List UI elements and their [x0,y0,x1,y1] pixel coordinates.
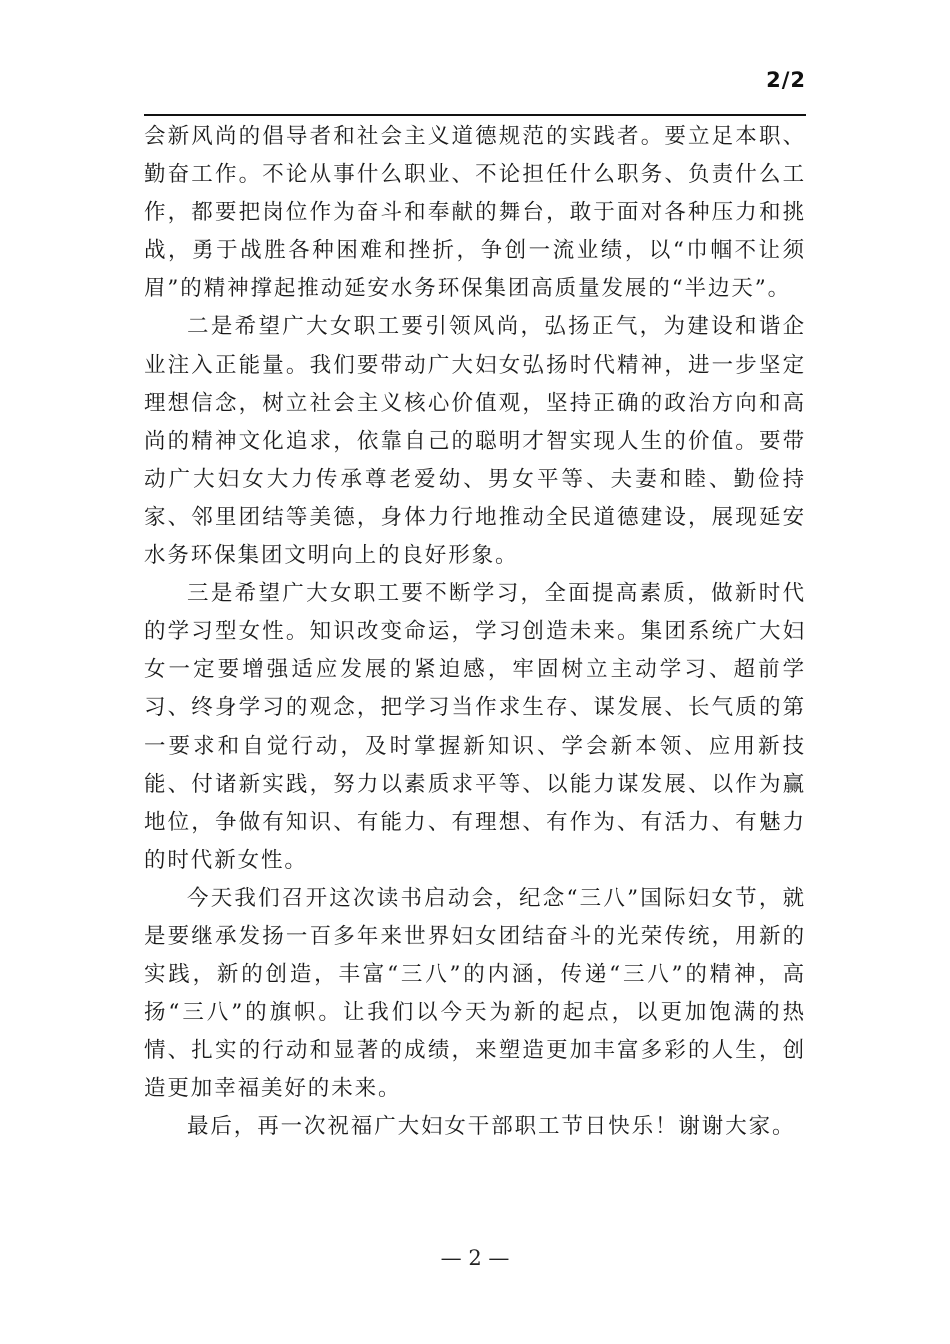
paragraph-third-hope: 三是希望广大女职工要不断学习，全面提高素质，做新时代的学习型女性。知识改变命运，学习创造未来。集团系统广大妇女一定要增强适应发展的紧迫感，牢固树立主动学习、超前学习、终身学习的观念，把学习当作求生存、谋发展、长气质的第一要求和自觉行动，及时掌握新知识、学会新本领、应用新技能、付诸新实践，努力以素质求平等、以能力谋发展、以作为赢地位，争做有知识、有能力、有理想、有作为、有活力、有魅力的时代新女性。 [144,581,806,873]
paragraph-meeting-purpose: 今天我们召开这次读书启动会，纪念“三八”国际妇女节，就是要继承发扬一百多年来世界妇女团结奋斗的光荣传统，用新的实践，新的创造，丰富“三八”的内涵，传递“三八”的精神，高扬“三八”的旗帜。让我们以今天为新的起点，以更加饱满的热情、扎实的行动和显著的成绩，来塑造更加丰富多彩的人生，创造更加幸福美好的未来。 [144,885,806,1102]
paragraph-second-hope: 二是希望广大女职工要引领风尚，弘扬正气，为建设和谐企业注入正能量。我们要带动广大妇女弘扬时代精神，进一步坚定理想信念，树立社会主义核心价值观，坚持正确的政治方向和高尚的精神文化追求，依靠自己的聪明才智实现人生的价值。要带动广大妇女大力传承尊老爱幼、男女平等、夫妻和睦、勤俭持家、邻里团结等美德，身体力行地推动全民道德建设，展现延安水务环保集团文明向上的良好形象。 [144,314,806,569]
body-text [144,118,806,1147]
paragraph-continuation: 会新风尚的倡导者和社会主义道德规范的实践者。要立足本职、勤奋工作。不论从事什么职业、不论担任什么职务、负责什么工作，都要把岗位作为奋斗和奉献的舞台，敢于面对各种压力和挑战，勇于战胜各种困难和挫折，争创一流业绩，以“巾帼不让须眉”的精神撑起推动延安水务环保集团高质量发展的“半边天”。 [144,124,806,302]
header-divider [144,114,806,116]
paragraph-closing: 最后，再一次祝福广大妇女干部职工节日快乐！谢谢大家。 [187,1114,796,1140]
header-page-indicator: 2/2 [766,68,806,92]
footer-page-number: — 2 — [440,1246,510,1270]
